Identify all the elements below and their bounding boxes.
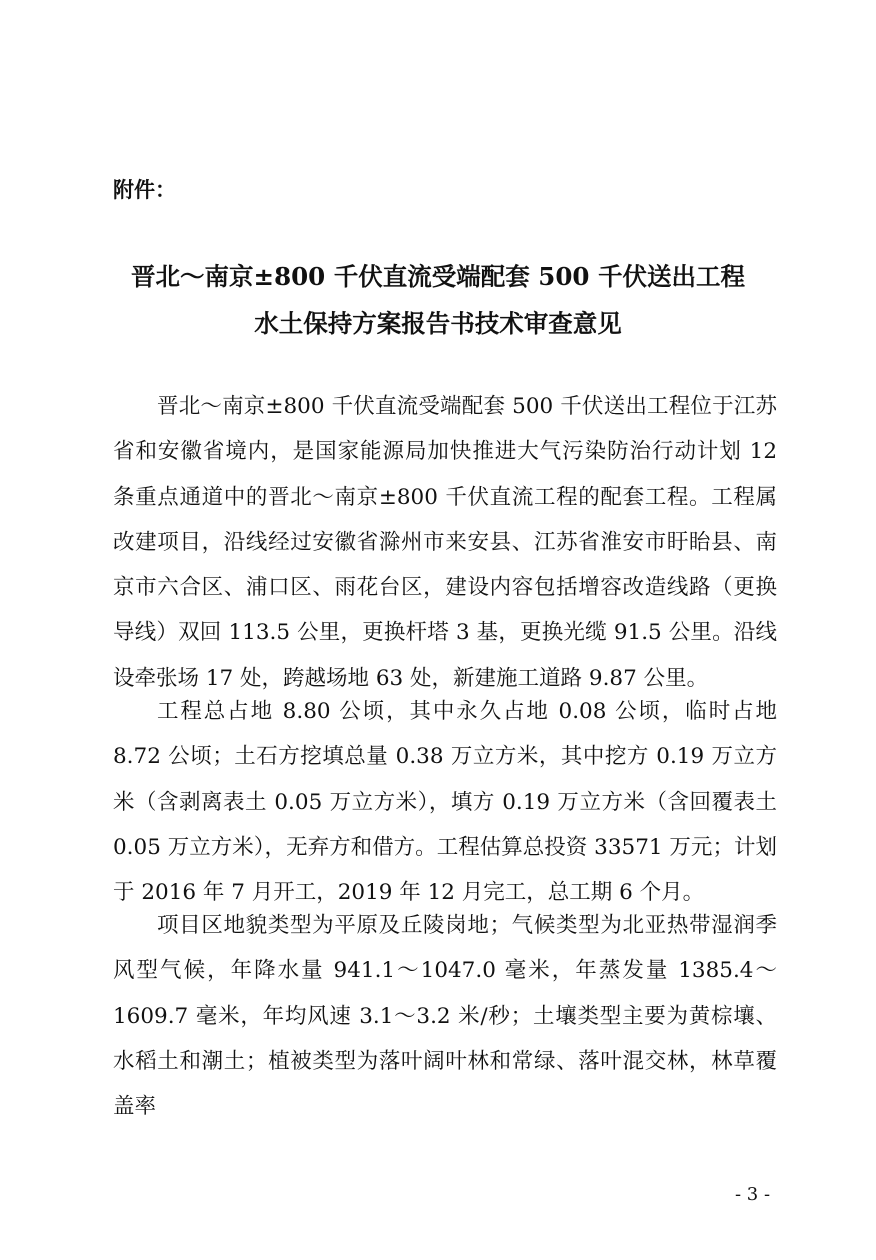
body-paragraph-2: 工程总占地 8.80 公顷，其中永久占地 0.08 公顷，临时占地 8.72 公顷；土石方挖填总量 0.38 万立方米，其中挖方 0.19 万立方米（含剥离表土 0.05 万立方米），填方 0.19 万立方米（含回覆表土 0.05 万立方米），无弃方和借方。工程估算总投资 33571 万元；计划于 2016 年 7 月开工，2019 年 12 月完工，总工期 6 个月。 xyxy=(113,699,777,906)
document-title-line-2: 水土保持方案报告书技术审查意见 xyxy=(254,309,622,338)
body-paragraph-3: 项目区地貌类型为平原及丘陵岗地；气候类型为北亚热带湿润季风型气候，年降水量 941.1～1047.0 毫米，年蒸发量 1385.4～1609.7 毫米，年均风速 3.1～3.2 米/秒；土壤类型主要为黄棕壤、水稻土和潮土；植被类型为落叶阔叶林和常绿、落叶混交林，林草覆盖率 xyxy=(113,913,777,1120)
attachment-label: 附件： xyxy=(113,178,176,202)
document-title-line-1: 晋北～南京±800 千伏直流受端配套 500 千伏送出工程 xyxy=(131,262,745,291)
page-number: - 3 - xyxy=(735,1184,771,1205)
body-paragraph-1: 晋北～南京±800 千伏直流受端配套 500 千伏送出工程位于江苏省和安徽省境内，是国家能源局加快推进大气污染防治行动计划 12 条重点通道中的晋北～南京±800 千伏直流工程的配套工程。工程属改建项目，沿线经过安徽省滁州市来安县、江苏省淮安市盱眙县、南京市六合区、浦口区、雨花台区，建设内容包括增容改造线路（更换导线）双回 113.5 公里，更换杆塔 3 基，更换光缆 91.5 公里。沿线设牵张场 17 处，跨越场地 63 处，新建施工道路 9.87 公里。 xyxy=(113,394,777,691)
